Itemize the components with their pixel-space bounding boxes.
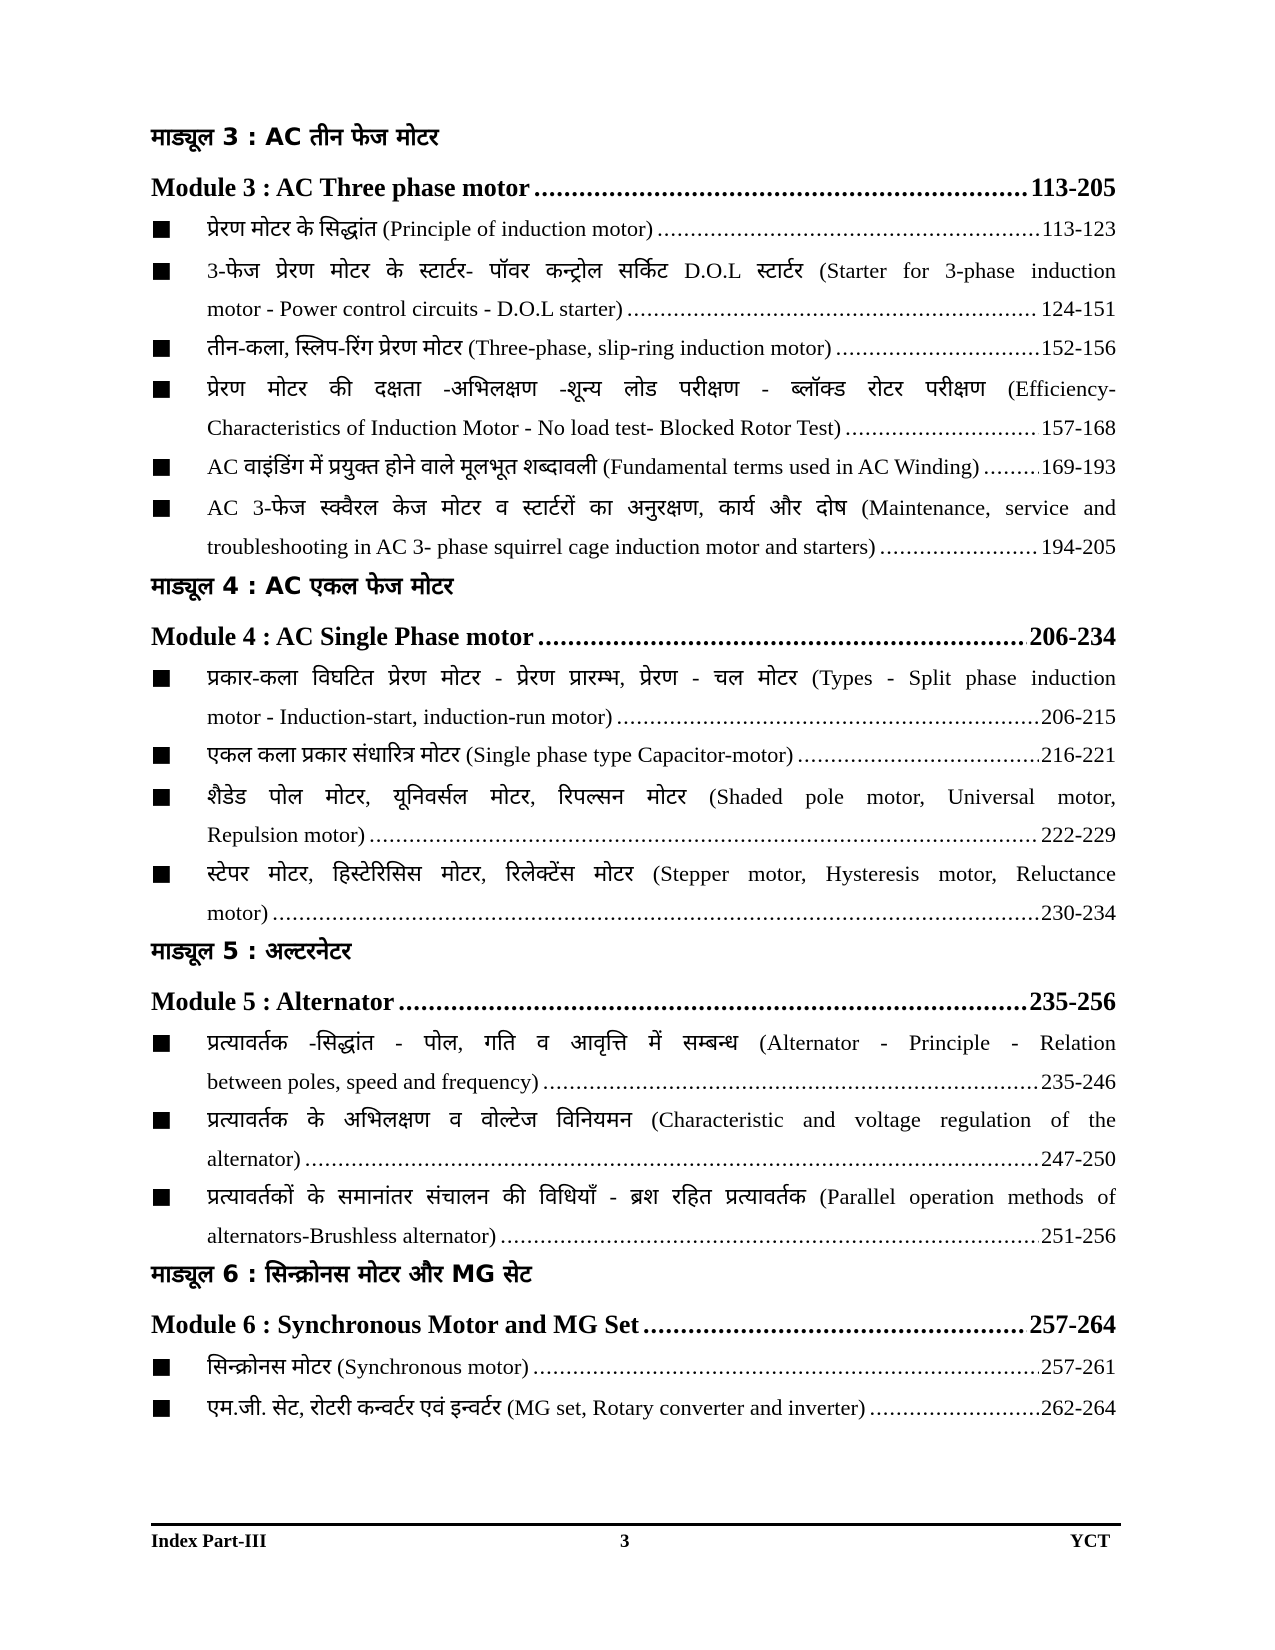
bullet-icon: ■: [151, 216, 172, 241]
entry-text: प्रेरण मोटर के सिद्धांत (Principle of induction motor): [207, 216, 654, 241]
module-title: Module 6 : Synchronous Motor and MG Set: [151, 1310, 640, 1339]
entry-text-line: स्टेपर मोटर, हिस्टेरिसिस मोटर, रिलेक्टेंस मोटर (Stepper motor, Hysteresis motor, Reluctance: [207, 861, 1116, 886]
dot-leader: [657, 214, 1040, 244]
dot-leader: [984, 452, 1040, 482]
entry-text-line: प्रत्यावर्तक -सिद्धांत - पोल, गति व आवृत्ति में सम्बन्ध (Alternator - Principle - Relation: [207, 1030, 1116, 1055]
module-heading: [151, 985, 1116, 1019]
module-title: Module 3 : AC Three phase motor: [151, 173, 530, 202]
index-entry: [207, 1067, 1116, 1097]
index-entry: [207, 333, 1116, 363]
entry-text: AC वाइंडिंग में प्रयुक्त होने वाले मूलभूत शब्दावली (Fundamental terms used in AC Winding): [207, 454, 980, 479]
entry-pages: 113-123: [1041, 216, 1116, 241]
hindi-module-heading: माड्यूल 4 : AC एकल फेज मोटर: [151, 572, 454, 600]
bullet-icon: ■: [151, 665, 172, 690]
footer-divider: [151, 1523, 1121, 1526]
dot-leader: [797, 740, 1039, 770]
entry-pages: 152-156: [1041, 335, 1116, 360]
entry-text: between poles, speed and frequency): [207, 1069, 539, 1094]
bullet-icon: ■: [151, 335, 172, 360]
dot-leader: [538, 620, 1028, 654]
dot-leader: [500, 1221, 1039, 1251]
index-entry: [207, 702, 1116, 732]
entry-text: motor - Induction-start, induction-run motor): [207, 704, 613, 729]
entry-text-line: प्रत्यावर्तक के अभिलक्षण व वोल्टेज विनियमन (Characteristic and voltage regulation of the: [207, 1107, 1116, 1132]
bullet-icon: ■: [151, 258, 172, 283]
entry-text-line: प्रत्यावर्तकों के समानांतर संचालन की विधियाँ - ब्रश रहित प्रत्यावर्तक (Parallel operation methods of: [207, 1184, 1116, 1209]
footer-page-number: 3: [620, 1531, 630, 1552]
index-entry: [207, 740, 1116, 770]
bullet-icon: ■: [151, 861, 172, 886]
entry-text-line: शैडेड पोल मोटर, यूनिवर्सल मोटर, रिपल्सन मोटर (Shaded pole motor, Universal motor,: [207, 784, 1116, 809]
index-entry: [207, 294, 1116, 324]
entry-text-line: AC 3-फेज स्क्वैरल केज मोटर व स्टार्टरों का अनुरक्षण, कार्य और दोष (Maintenance, service and: [207, 495, 1116, 520]
dot-leader: [272, 898, 1039, 928]
entry-text-line: प्रेरण मोटर की दक्षता -अभिलक्षण -शून्य लोड परीक्षण - ब्लॉक्ड रोटर परीक्षण (Efficiency-: [207, 376, 1116, 401]
entry-text: Repulsion motor): [207, 822, 366, 847]
dot-leader: [880, 532, 1039, 562]
index-entry: [207, 452, 1116, 482]
module-heading: [151, 171, 1116, 205]
bullet-icon: ■: [151, 1107, 172, 1132]
entry-pages: 169-193: [1041, 454, 1116, 479]
entry-pages: 216-221: [1041, 742, 1116, 767]
entry-pages: 251-256: [1041, 1223, 1116, 1248]
entry-text: troubleshooting in AC 3- phase squirrel cage induction motor and starters): [207, 534, 876, 559]
index-entry: [207, 532, 1116, 562]
dot-leader: [305, 1144, 1039, 1174]
dot-leader: [845, 413, 1039, 443]
module-heading: [151, 1308, 1116, 1342]
entry-pages: 206-215: [1041, 704, 1116, 729]
index-entry: [207, 413, 1116, 443]
entry-text: तीन-कला, स्लिप-रिंग प्रेरण मोटर (Three-phase, slip-ring induction motor): [207, 335, 832, 360]
dot-leader: [398, 985, 1027, 1019]
index-entry: [207, 1144, 1116, 1174]
entry-text: alternator): [207, 1146, 301, 1171]
entry-text: सिन्क्रोनस मोटर (Synchronous motor): [207, 1354, 529, 1379]
entry-text: motor): [207, 900, 269, 925]
bullet-icon: ■: [151, 1354, 172, 1379]
entry-text: एकल कला प्रकार संधारित्र मोटर (Single phase type Capacitor-motor): [207, 742, 794, 767]
entry-pages: 235-246: [1041, 1069, 1116, 1094]
entry-pages: 257-261: [1041, 1354, 1116, 1379]
index-entry: [207, 1393, 1116, 1423]
hindi-module-heading: माड्यूल 6 : सिन्क्रोनस मोटर और MG सेट: [151, 1260, 532, 1288]
entry-pages: 124-151: [1041, 296, 1116, 321]
dot-leader: [643, 1308, 1027, 1342]
entry-pages: 157-168: [1041, 415, 1116, 440]
footer-publisher: YCT: [1070, 1531, 1111, 1552]
module-title: Module 4 : AC Single Phase motor: [151, 622, 534, 651]
module-pages: 206-234: [1029, 622, 1116, 651]
entry-text: motor - Power control circuits - D.O.L starter): [207, 296, 623, 321]
dot-leader: [533, 1352, 1039, 1382]
dot-leader: [617, 702, 1039, 732]
entry-pages: 194-205: [1041, 534, 1116, 559]
dot-leader: [543, 1067, 1039, 1097]
bullet-icon: ■: [151, 1395, 172, 1420]
dot-leader: [369, 820, 1039, 850]
entry-pages: 262-264: [1041, 1395, 1116, 1420]
module-title: Module 5 : Alternator: [151, 987, 395, 1016]
bullet-icon: ■: [151, 784, 172, 809]
footer-book-part: Index Part-III: [151, 1531, 267, 1552]
index-entry: [207, 820, 1116, 850]
dot-leader: [836, 333, 1039, 363]
dot-leader: [627, 294, 1039, 324]
dot-leader: [869, 1393, 1039, 1423]
bullet-icon: ■: [151, 742, 172, 767]
bullet-icon: ■: [151, 1030, 172, 1055]
entry-text-line: 3-फेज प्रेरण मोटर के स्टार्टर- पॉवर कन्ट्रोल सर्किट D.O.L स्टार्टर (Starter for 3-phase induction: [207, 258, 1116, 283]
bullet-icon: ■: [151, 376, 172, 401]
module-pages: 113-205: [1030, 173, 1116, 202]
entry-text: alternators-Brushless alternator): [207, 1223, 497, 1248]
bullet-icon: ■: [151, 1184, 172, 1209]
entry-pages: 230-234: [1041, 900, 1116, 925]
module-pages: 257-264: [1029, 1310, 1116, 1339]
bullet-icon: ■: [151, 495, 172, 520]
dot-leader: [534, 171, 1029, 205]
hindi-module-heading: माड्यूल 3 : AC तीन फेज मोटर: [151, 123, 439, 151]
module-heading: [151, 620, 1116, 654]
entry-text-line: प्रकार-कला विघटित प्रेरण मोटर - प्रेरण प्रारम्भ, प्रेरण - चल मोटर (Types - Split phase induction: [207, 665, 1116, 690]
hindi-module-heading: माड्यूल 5 : अल्टरनेटर: [151, 937, 352, 965]
entry-pages: 247-250: [1041, 1146, 1116, 1171]
index-entry: [207, 1221, 1116, 1251]
bullet-icon: ■: [151, 454, 172, 479]
entry-text: एम.जी. सेट, रोटरी कन्वर्टर एवं इन्वर्टर (MG set, Rotary converter and inverter): [207, 1395, 866, 1420]
module-pages: 235-256: [1029, 987, 1116, 1016]
index-entry: [207, 898, 1116, 928]
index-entry: [207, 214, 1116, 244]
entry-text: Characteristics of Induction Motor - No load test- Blocked Rotor Test): [207, 415, 842, 440]
entry-pages: 222-229: [1041, 822, 1116, 847]
index-entry: [207, 1352, 1116, 1382]
